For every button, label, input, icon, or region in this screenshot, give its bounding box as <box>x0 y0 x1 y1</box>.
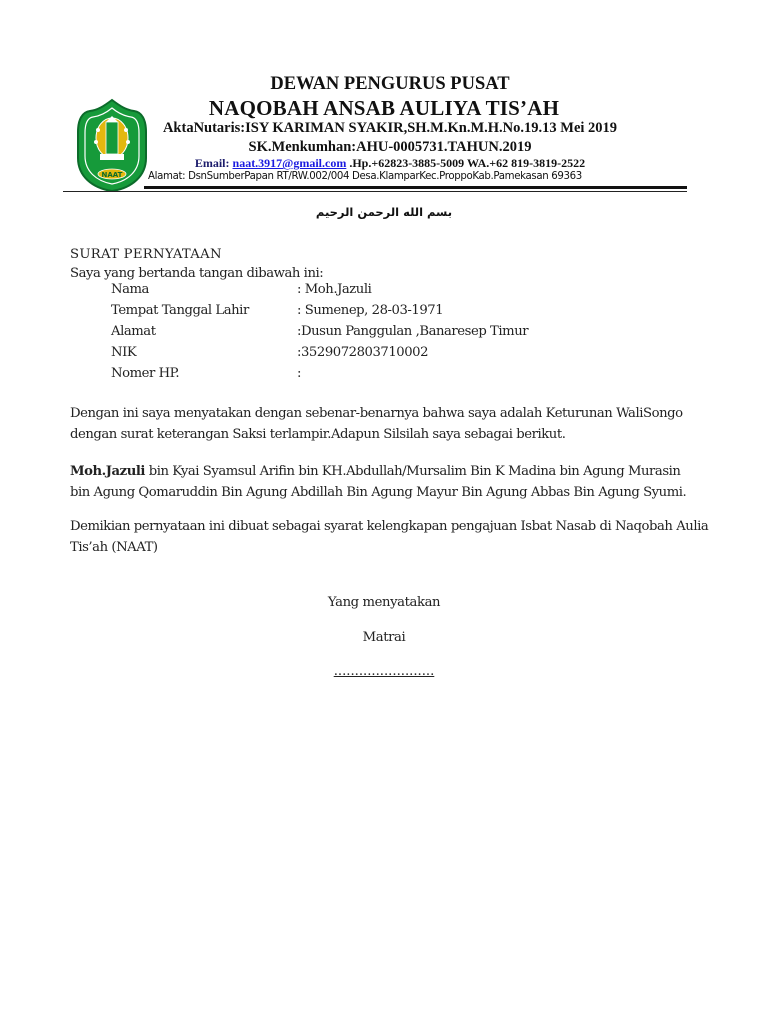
field-label-phone: Nomer HP. <box>111 366 180 381</box>
org-address: Alamat: DsnSumberPapan RT/RW.002/004 Desa.KlamparKec.ProppoKab.Pamekasan 69363 <box>148 171 582 182</box>
field-value-phone: : <box>297 366 301 381</box>
phone-numbers: .Hp.+62823-3885-5009 WA.+62 819-3819-2522 <box>349 156 586 170</box>
statement-line-2: dengan surat keterangan Saksi terlampir.Adapun Silsilah saya sebagai berikut. <box>70 427 566 442</box>
field-label-name: Nama <box>111 282 149 297</box>
notary-deed: AktaNutaris:ISY KARIMAN SYAKIR,SH.M.Kn.M.H.No.19.13 Mei 2019 <box>162 120 618 136</box>
closing-paragraph <box>70 516 709 558</box>
basmalah: بسم الله الرحمن الرحيم <box>315 205 453 219</box>
org-name: NAQOBAH ANSAB AULIYA TIS’AH <box>208 96 560 120</box>
field-label-birth: Tempat Tanggal Lahir <box>111 303 249 318</box>
org-level: DEWAN PENGURUS PUSAT <box>270 74 510 94</box>
sign-label: Yang menyatakan <box>327 595 441 610</box>
statement-paragraph <box>70 403 700 445</box>
contact-line <box>0 156 768 171</box>
field-value-address: :Dusun Panggulan ,Banaresep Timur <box>297 324 529 339</box>
lineage-line-1-text: bin Kyai Syamsul Arifin bin KH.Abdullah/Mursalim Bin K Madina bin Agung Murasin <box>144 464 681 479</box>
statement-line-1: Dengan ini saya menyatakan dengan sebenar-benarnya bahwa saya adalah Keturunan WaliSongo <box>70 406 683 421</box>
lineage-paragraph <box>70 461 700 503</box>
field-label-nik: NIK <box>111 345 137 360</box>
field-value-nik: :3529072803710002 <box>297 345 429 360</box>
email-link[interactable]: naat.3917@gmail.com <box>232 156 347 170</box>
field-label-address: Alamat <box>111 324 156 339</box>
field-value-name: : Moh.Jazuli <box>297 282 372 297</box>
lineage-line-1 <box>70 461 700 482</box>
closing-line-1: Demikian pernyataan ini dibuat sebagai syarat kelengkapan pengajuan Isbat Nasab di Naqobah Aulia <box>70 519 709 534</box>
signature-line <box>0 664 768 679</box>
document-title: SURAT PERNYATAAN <box>70 247 222 262</box>
header-rule-thin <box>63 191 687 192</box>
email-label: Email: <box>194 156 230 170</box>
field-value-birth: : Sumenep, 28-03-1971 <box>297 303 444 318</box>
intro-text: Saya yang bertanda tangan dibawah ini: <box>70 266 324 281</box>
header-rule-thick <box>144 186 687 189</box>
closing-line-2: Tis’ah (NAAT) <box>70 540 158 555</box>
lineage-line-2: bin Agung Qomaruddin Bin Agung Abdillah Bin Agung Mayur Bin Agung Abbas Bin Agung Syumi. <box>70 485 687 500</box>
stamp-placeholder: Matrai <box>362 630 406 645</box>
logo-text: NAAT <box>101 171 123 179</box>
signature-dots: ........................ <box>333 664 435 679</box>
lineage-name: Moh.Jazuli <box>70 464 145 479</box>
ministry-decree: SK.Menkumhan:AHU-0005731.TAHUN.2019 <box>248 139 532 155</box>
